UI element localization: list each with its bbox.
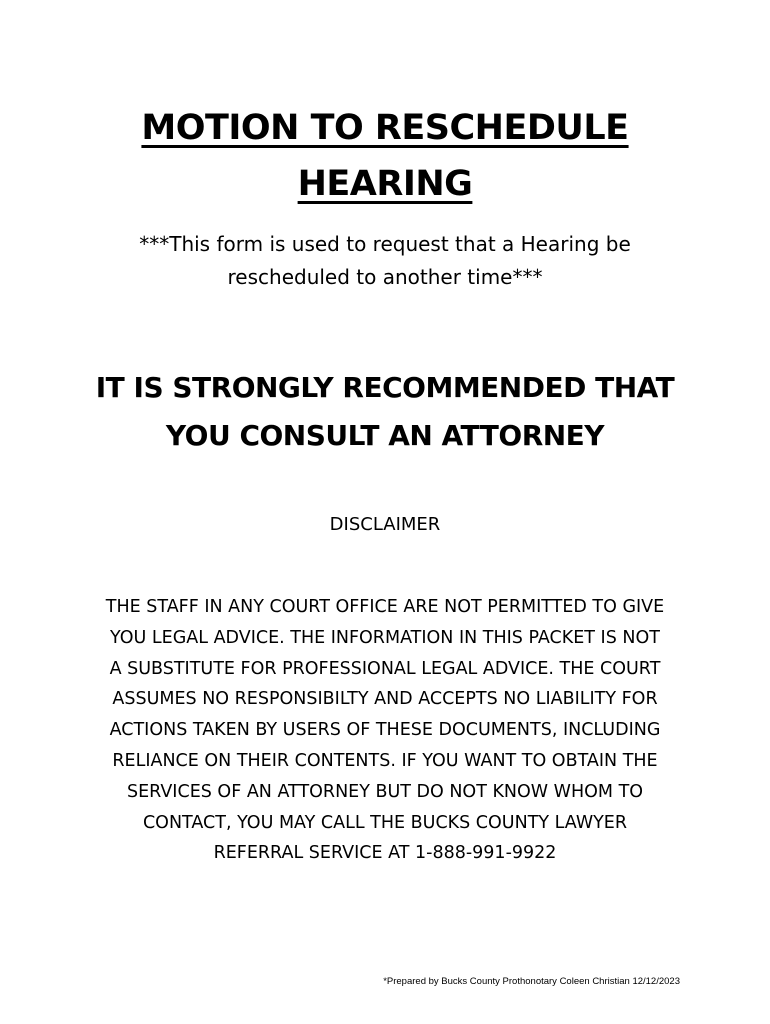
disclaimer-line: SERVICES OF AN ATTORNEY BUT DO NOT KNOW WHOM TO [126, 781, 644, 802]
disclaimer-line: THE STAFF IN ANY COURT OFFICE ARE NOT PERMITTED TO GIVE [105, 597, 665, 617]
disclaimer-line: REFERRAL SERVICE AT 1-888-991-9922 [213, 843, 557, 864]
disclaimer-line: ACTIONS TAKEN BY USERS OF THESE DOCUMENTS, INCLUDING [109, 720, 661, 741]
document-title [0, 100, 770, 212]
warning-line: YOU CONSULT AN ATTORNEY [165, 419, 605, 452]
disclaimer-line: A SUBSTITUTE FOR PROFESSIONAL LEGAL ADVICE. THE COURT [109, 658, 661, 679]
disclaimer-line: CONTACT, YOU MAY CALL THE BUCKS COUNTY LAWYER [142, 812, 628, 833]
form-purpose-note [0, 228, 770, 294]
subtitle-line: rescheduled to another time*** [227, 265, 543, 289]
disclaimer-line: RELIANCE ON THEIR CONTENTS. IF YOU WANT TO OBTAIN THE [112, 750, 658, 771]
subtitle-line: ***This form is used to request that a Hearing be [139, 232, 631, 256]
disclaimer-heading: DISCLAIMER [329, 514, 441, 535]
disclaimer-line: ASSUMES NO RESPONSIBILTY AND ACCEPTS NO LIABILITY FOR [112, 689, 658, 710]
attorney-recommendation [0, 364, 770, 460]
title-line: HEARING [297, 164, 473, 204]
preparer-footnote: *Prepared by Bucks County Prothonotary Coleen Christian 12/12/2023 [383, 976, 680, 987]
disclaimer-body [80, 592, 690, 869]
warning-line: IT IS STRONGLY RECOMMENDED THAT [95, 371, 675, 404]
title-line: MOTION TO RESCHEDULE [141, 108, 629, 148]
disclaimer-line: YOU LEGAL ADVICE. THE INFORMATION IN THIS PACKET IS NOT [110, 627, 660, 648]
